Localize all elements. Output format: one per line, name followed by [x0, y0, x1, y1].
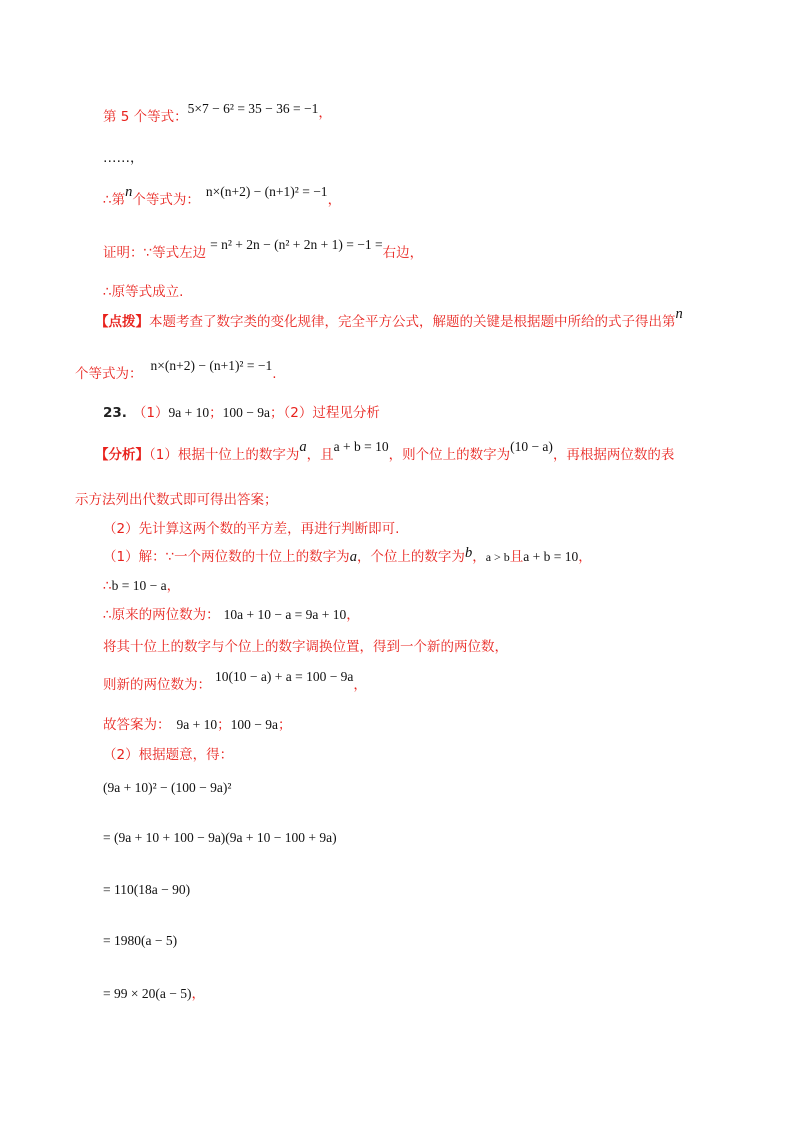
- variable-a: a: [299, 439, 307, 455]
- therefore-label: ∴第: [103, 192, 126, 208]
- difference-of-squares-line: [103, 778, 231, 798]
- analysis-continuation-text: 示方法列出代数式即可得出答案；: [75, 492, 278, 508]
- punctuation: .: [272, 366, 277, 382]
- variable-n: n: [675, 306, 683, 322]
- punctuation: ，: [191, 986, 205, 1002]
- tip-continuation-line: [75, 358, 277, 384]
- punctuation: ，: [327, 192, 342, 208]
- punctuation: ，: [472, 549, 486, 565]
- punctuation: ，: [346, 607, 360, 623]
- swap-digits-text: 将其十位上的数字与个位上的数字调换位置，得到一个新的两位数，: [103, 639, 508, 655]
- b-expression-line: [103, 576, 180, 596]
- separator: ；: [217, 717, 231, 733]
- sum-condition-math: a + b = 10: [333, 439, 389, 454]
- proof-line: [103, 237, 424, 263]
- tip-equation-label: 个等式为：: [75, 366, 143, 382]
- variable-a: a: [349, 549, 357, 565]
- analysis-line: [95, 439, 675, 465]
- difference-of-squares-math: (9a + 10)² − (100 − 9a)²: [103, 780, 232, 795]
- tip-line: [95, 306, 683, 332]
- general-equation-line: [103, 184, 342, 210]
- right-side-label: 右边，: [382, 245, 424, 261]
- simplify-step-1-line: [103, 880, 190, 900]
- inequality-math: a > b: [485, 550, 510, 564]
- equation-5-label: 第 5 个等式：: [103, 109, 188, 125]
- question-number: 23.: [103, 405, 127, 421]
- simplify-step-2-math: = 1980(a − 5): [103, 933, 178, 948]
- solution-text-3: 且: [509, 549, 524, 565]
- analysis-part-2-line: [103, 519, 399, 539]
- factor-step-math: = (9a + 10 + 100 − 9a)(9a + 10 − 100 + 9a): [103, 830, 337, 845]
- new-number-math: 10(10 − a) + a = 100 − 9a: [215, 669, 354, 684]
- part-1-label: （1）: [132, 405, 169, 421]
- answer-23-line: [103, 403, 380, 423]
- solution-text-2: ，个位上的数字为: [356, 549, 465, 565]
- new-number-label: 则新的两位数为：: [103, 677, 211, 693]
- analysis-part-2-text: （2）先计算这两个数的平方差，再进行判断即可.: [103, 521, 400, 537]
- simplify-step-2-line: [103, 931, 177, 951]
- simplify-step-1-math: = 110(18a − 90): [103, 882, 191, 897]
- variable-n: n: [125, 184, 133, 200]
- analysis-tag: 【分析】: [95, 447, 149, 463]
- ellipsis-text: ……，: [103, 150, 144, 166]
- original-number-label: ∴原来的两位数为：: [103, 607, 220, 623]
- tip-equation-math: n×(n+2) − (n+1)² = −1: [150, 358, 273, 373]
- final-answer-label: 故答案为：: [103, 717, 171, 733]
- analysis-text-2: ，且: [306, 447, 334, 463]
- part-2-intro-text: （2）根据题意，得：: [103, 747, 234, 763]
- part-2-label: ；（2）过程见分析: [269, 405, 380, 421]
- b-expression-math: b = 10 − a: [111, 578, 167, 593]
- equation-5-line: [103, 101, 332, 127]
- separator: ；: [209, 405, 223, 421]
- solution-intro-line: [103, 547, 592, 567]
- swap-digits-line: [103, 637, 508, 657]
- final-answer-line: [103, 715, 291, 735]
- variable-b: b: [464, 545, 473, 561]
- punctuation: ，: [578, 549, 592, 565]
- new-number-line: [103, 669, 367, 695]
- simplify-step-3-math: = 99 × 20(a − 5): [103, 986, 192, 1001]
- analysis-text-3: ，则个位上的数字为: [388, 447, 511, 463]
- sum-condition-math: a + b = 10: [523, 549, 579, 564]
- analysis-text-4: ，再根据两位数的表: [552, 447, 675, 463]
- conclusion-text: ∴原等式成立.: [103, 284, 184, 300]
- punctuation: ；: [277, 717, 292, 733]
- final-answer-part-2: 100 − 9a: [230, 717, 278, 732]
- ellipsis-line: [103, 148, 144, 168]
- general-equation-label: 个等式为：: [132, 192, 200, 208]
- answer-part-2-math: 100 − 9a: [222, 405, 270, 420]
- equation-5-math: 5×7 − 6² = 35 − 36 = −1: [187, 101, 319, 116]
- factor-step-line: [103, 828, 337, 848]
- original-number-line: [103, 605, 360, 625]
- units-digit-math: (10 − a): [510, 439, 553, 454]
- analysis-continuation-line: [75, 490, 278, 510]
- therefore-symbol: ∴: [103, 578, 112, 594]
- solution-text-1: （1）解：∵一个两位数的十位上的数字为: [103, 549, 350, 565]
- proof-math: = n² + 2n − (n² + 2n + 1) = −1 =: [210, 237, 383, 252]
- final-answer-part-1: 9a + 10: [176, 717, 218, 732]
- tip-tag: 【点拨】: [95, 314, 149, 330]
- general-equation-math: n×(n+2) − (n+1)² = −1: [205, 184, 328, 199]
- answer-part-1-math: 9a + 10: [168, 405, 210, 420]
- original-number-math: 10a + 10 − a = 9a + 10: [223, 607, 347, 622]
- analysis-text-1: （1）根据十位上的数字为: [149, 447, 300, 463]
- punctuation: ，: [166, 578, 181, 594]
- simplify-step-3-line: [103, 984, 205, 1004]
- conclusion-line: [103, 282, 183, 302]
- part-2-intro-line: [103, 745, 233, 765]
- proof-label: 证明：∵等式左边: [103, 245, 207, 261]
- punctuation: ，: [318, 105, 332, 121]
- punctuation: ，: [353, 677, 367, 693]
- tip-text: 本题考查了数字类的变化规律，完全平方公式，解题的关键是根据题中所给的式子得出第: [149, 314, 676, 330]
